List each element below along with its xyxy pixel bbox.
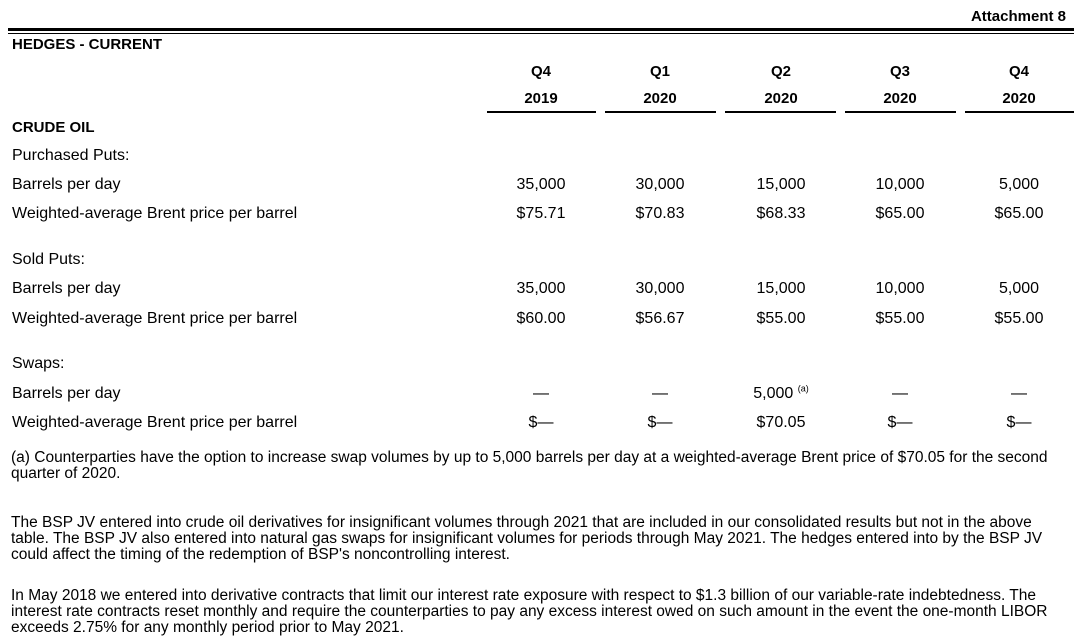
col-underline — [487, 111, 596, 113]
table-cell: $55.00 — [994, 310, 1044, 327]
table-cell: 15,000 — [756, 176, 806, 193]
col-header-year: 2020 — [764, 90, 798, 107]
footnote-text: (a) Counterparties have the option to increase swap volumes by up to 5,000 barrels per day at a weighted-average Brent price of $70.05 for the second quarter of 2020. — [11, 449, 1048, 482]
table-cell: 35,000 — [516, 280, 566, 297]
attachment-label: Attachment 8 — [970, 8, 1066, 25]
top-rule-thin — [8, 33, 1074, 34]
group-title-sold-puts: Sold Puts: — [12, 251, 85, 268]
table-cell: — — [892, 385, 908, 402]
group-title-swaps: Swaps: — [12, 355, 65, 372]
table-cell: 35,000 — [516, 176, 566, 193]
col-header-quarter: Q4 — [530, 63, 551, 80]
col-header-quarter: Q3 — [889, 63, 910, 80]
group-title-purchased-puts: Purchased Puts: — [12, 147, 130, 164]
table-cell: $— — [1006, 414, 1032, 431]
table-cell: $65.00 — [994, 205, 1044, 222]
top-rule-thick — [8, 28, 1074, 31]
table-cell-with-note — [722, 385, 840, 403]
row-label-barrels: Barrels per day — [12, 280, 121, 297]
footnote-marker: (a) — [797, 383, 809, 394]
col-underline — [965, 111, 1074, 113]
table-cell: $— — [528, 414, 554, 431]
col-underline — [845, 111, 956, 113]
table-cell: $— — [887, 414, 913, 431]
section-title: HEDGES - CURRENT — [12, 36, 163, 53]
table-cell: 10,000 — [875, 176, 925, 193]
col-header-quarter: Q4 — [1008, 63, 1029, 80]
table-cell: 5,000 — [998, 280, 1040, 297]
table-cell: $70.83 — [635, 205, 685, 222]
table-cell: $70.05 — [756, 414, 806, 431]
col-underline — [605, 111, 716, 113]
table-cell: — — [533, 385, 549, 402]
table-cell: $55.00 — [756, 310, 806, 327]
table-cell: 30,000 — [635, 280, 685, 297]
row-label-price: Weighted-average Brent price per barrel — [12, 310, 298, 327]
paragraph-bsp-jv: The BSP JV entered into crude oil derivatives for insignificant volumes through 2021 that are included in our consolidated results but not in the above table. The BSP JV also entered into natural gas swaps for insignificant volumes for periods through May 2021. The hedges entered into by the BSP JV could affect the timing of the redemption of BSP's noncontrolling interest. — [11, 514, 1043, 563]
table-cell: 10,000 — [875, 280, 925, 297]
row-label-price: Weighted-average Brent price per barrel — [12, 414, 298, 431]
table-cell: 5,000 — [998, 176, 1040, 193]
col-underline — [725, 111, 836, 113]
table-cell: $60.00 — [516, 310, 566, 327]
row-label-barrels: Barrels per day — [12, 176, 121, 193]
col-header-year: 2019 — [524, 90, 558, 107]
row-label-price: Weighted-average Brent price per barrel — [12, 205, 298, 222]
col-header-year: 2020 — [643, 90, 677, 107]
col-header-year: 2020 — [1002, 90, 1036, 107]
paragraph-interest-rate: In May 2018 we entered into derivative contracts that limit our interest rate exposure with respect to $1.3 billion of our variable-rate indebtedness. The interest rate contracts reset monthly and require the counterparties to pay any excess interest owed on such amount in the event the one-month LIBOR exceeds 2.75% for any monthly period prior to May 2021. — [11, 587, 1048, 636]
table-cell: $65.00 — [875, 205, 925, 222]
table-cell: $55.00 — [875, 310, 925, 327]
table-cell: 15,000 — [756, 280, 806, 297]
col-header-year: 2020 — [883, 90, 917, 107]
table-cell: $68.33 — [756, 205, 806, 222]
table-cell-value: 5,000 — [753, 385, 794, 402]
col-header-quarter: Q1 — [649, 63, 670, 80]
table-cell: — — [1011, 385, 1027, 402]
row-label-barrels: Barrels per day — [12, 385, 121, 402]
table-cell: $75.71 — [516, 205, 566, 222]
table-cell: 30,000 — [635, 176, 685, 193]
table-cell: $— — [647, 414, 673, 431]
table-cell: — — [652, 385, 668, 402]
category-title: CRUDE OIL — [12, 119, 95, 136]
table-cell: $56.67 — [635, 310, 685, 327]
col-header-quarter: Q2 — [770, 63, 791, 80]
